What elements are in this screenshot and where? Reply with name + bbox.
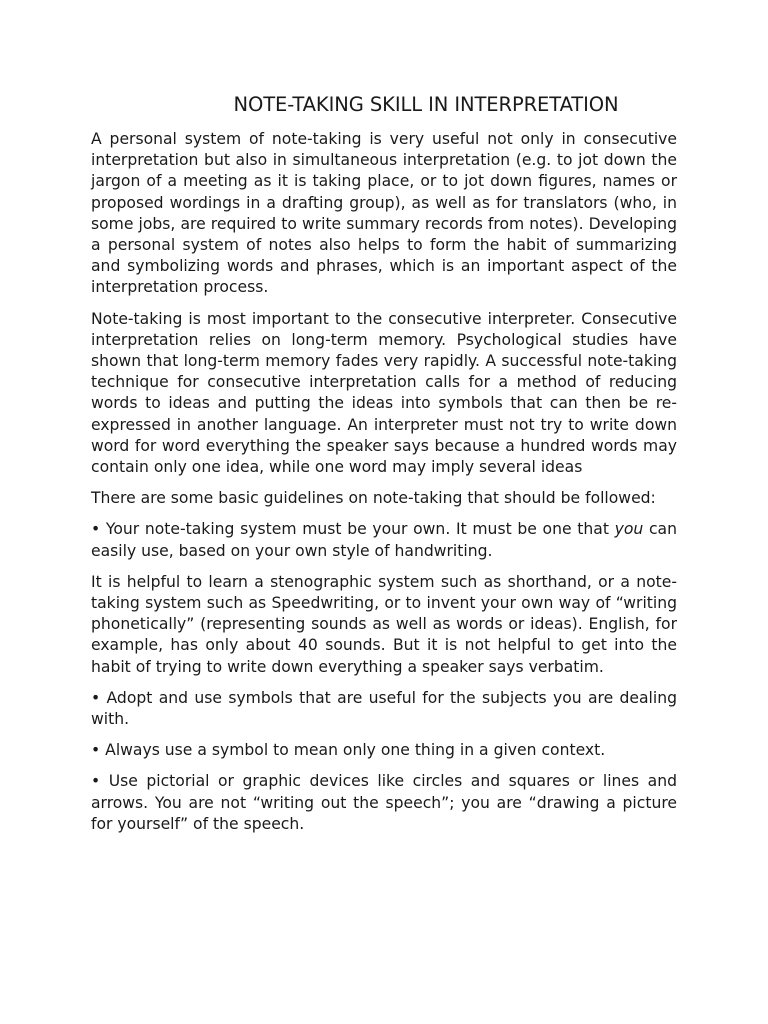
- paragraph-guidelines-intro: There are some basic guidelines on note-taking that should be followed:: [91, 489, 656, 508]
- document-title: NOTE-TAKING SKILL IN INTERPRETATION: [233, 93, 619, 116]
- bullet-own-system-text-before: • Your note-taking system must be your own. It must be one that: [91, 520, 615, 539]
- bullet-own-system-text-after: can easily use, based on your own style of handwriting.: [91, 520, 677, 560]
- bullet-symbols: • Adopt and use symbols that are useful for the subjects you are dealing with.: [91, 688, 677, 729]
- bullet-own-system: [91, 519, 677, 561]
- paragraph-consecutive: Note-taking is most important to the consecutive interpreter. Consecutive interpretation relies on long-term memory. Psychological studies have shown that long-term memory fades very rapidly. A successful note-taking technique for consecutive interpretation calls for a method of reducing words to ideas and putting the ideas into symbols that can then be re-expressed in another language. An interpreter must not try to write down word for word everything the speaker says because a hundred words may contain only one idea, while one word may imply several ideas: [91, 309, 677, 477]
- paragraph-intro: A personal system of note-taking is very useful not only in consecutive interpretation but also in simultaneous interpretation (e.g. to jot down the jargon of a meeting as it is taking place, or to jot down figures, names or proposed wordings in a drafting group), as well as for translators (who, in some jobs, are required to write summary records from notes). Developing a personal system of notes also helps to form the habit of summarizing and symbolizing words and phrases, which is an important aspect of the interpretation process.: [91, 130, 677, 297]
- document-page: [91, 92, 677, 845]
- bullet-one-meaning: • Always use a symbol to mean only one thing in a given context.: [91, 741, 606, 760]
- paragraph-stenography: It is helpful to learn a stenographic system such as shorthand, or a note-taking system such as Speedwriting, or to invent your own way of “writing phonetically” (representing sounds as well as words or ideas). English, for example, has only about 40 sounds. But it is not helpful to get into the habit of trying to write down everything a speaker says verbatim.: [91, 572, 677, 676]
- bullet-pictorial: • Use pictorial or graphic devices like circles and squares or lines and arrows. You are not “writing out the speech”; you are “drawing a picture for yourself” of the speech.: [91, 772, 677, 833]
- bullet-own-system-emphasis: you: [614, 520, 644, 539]
